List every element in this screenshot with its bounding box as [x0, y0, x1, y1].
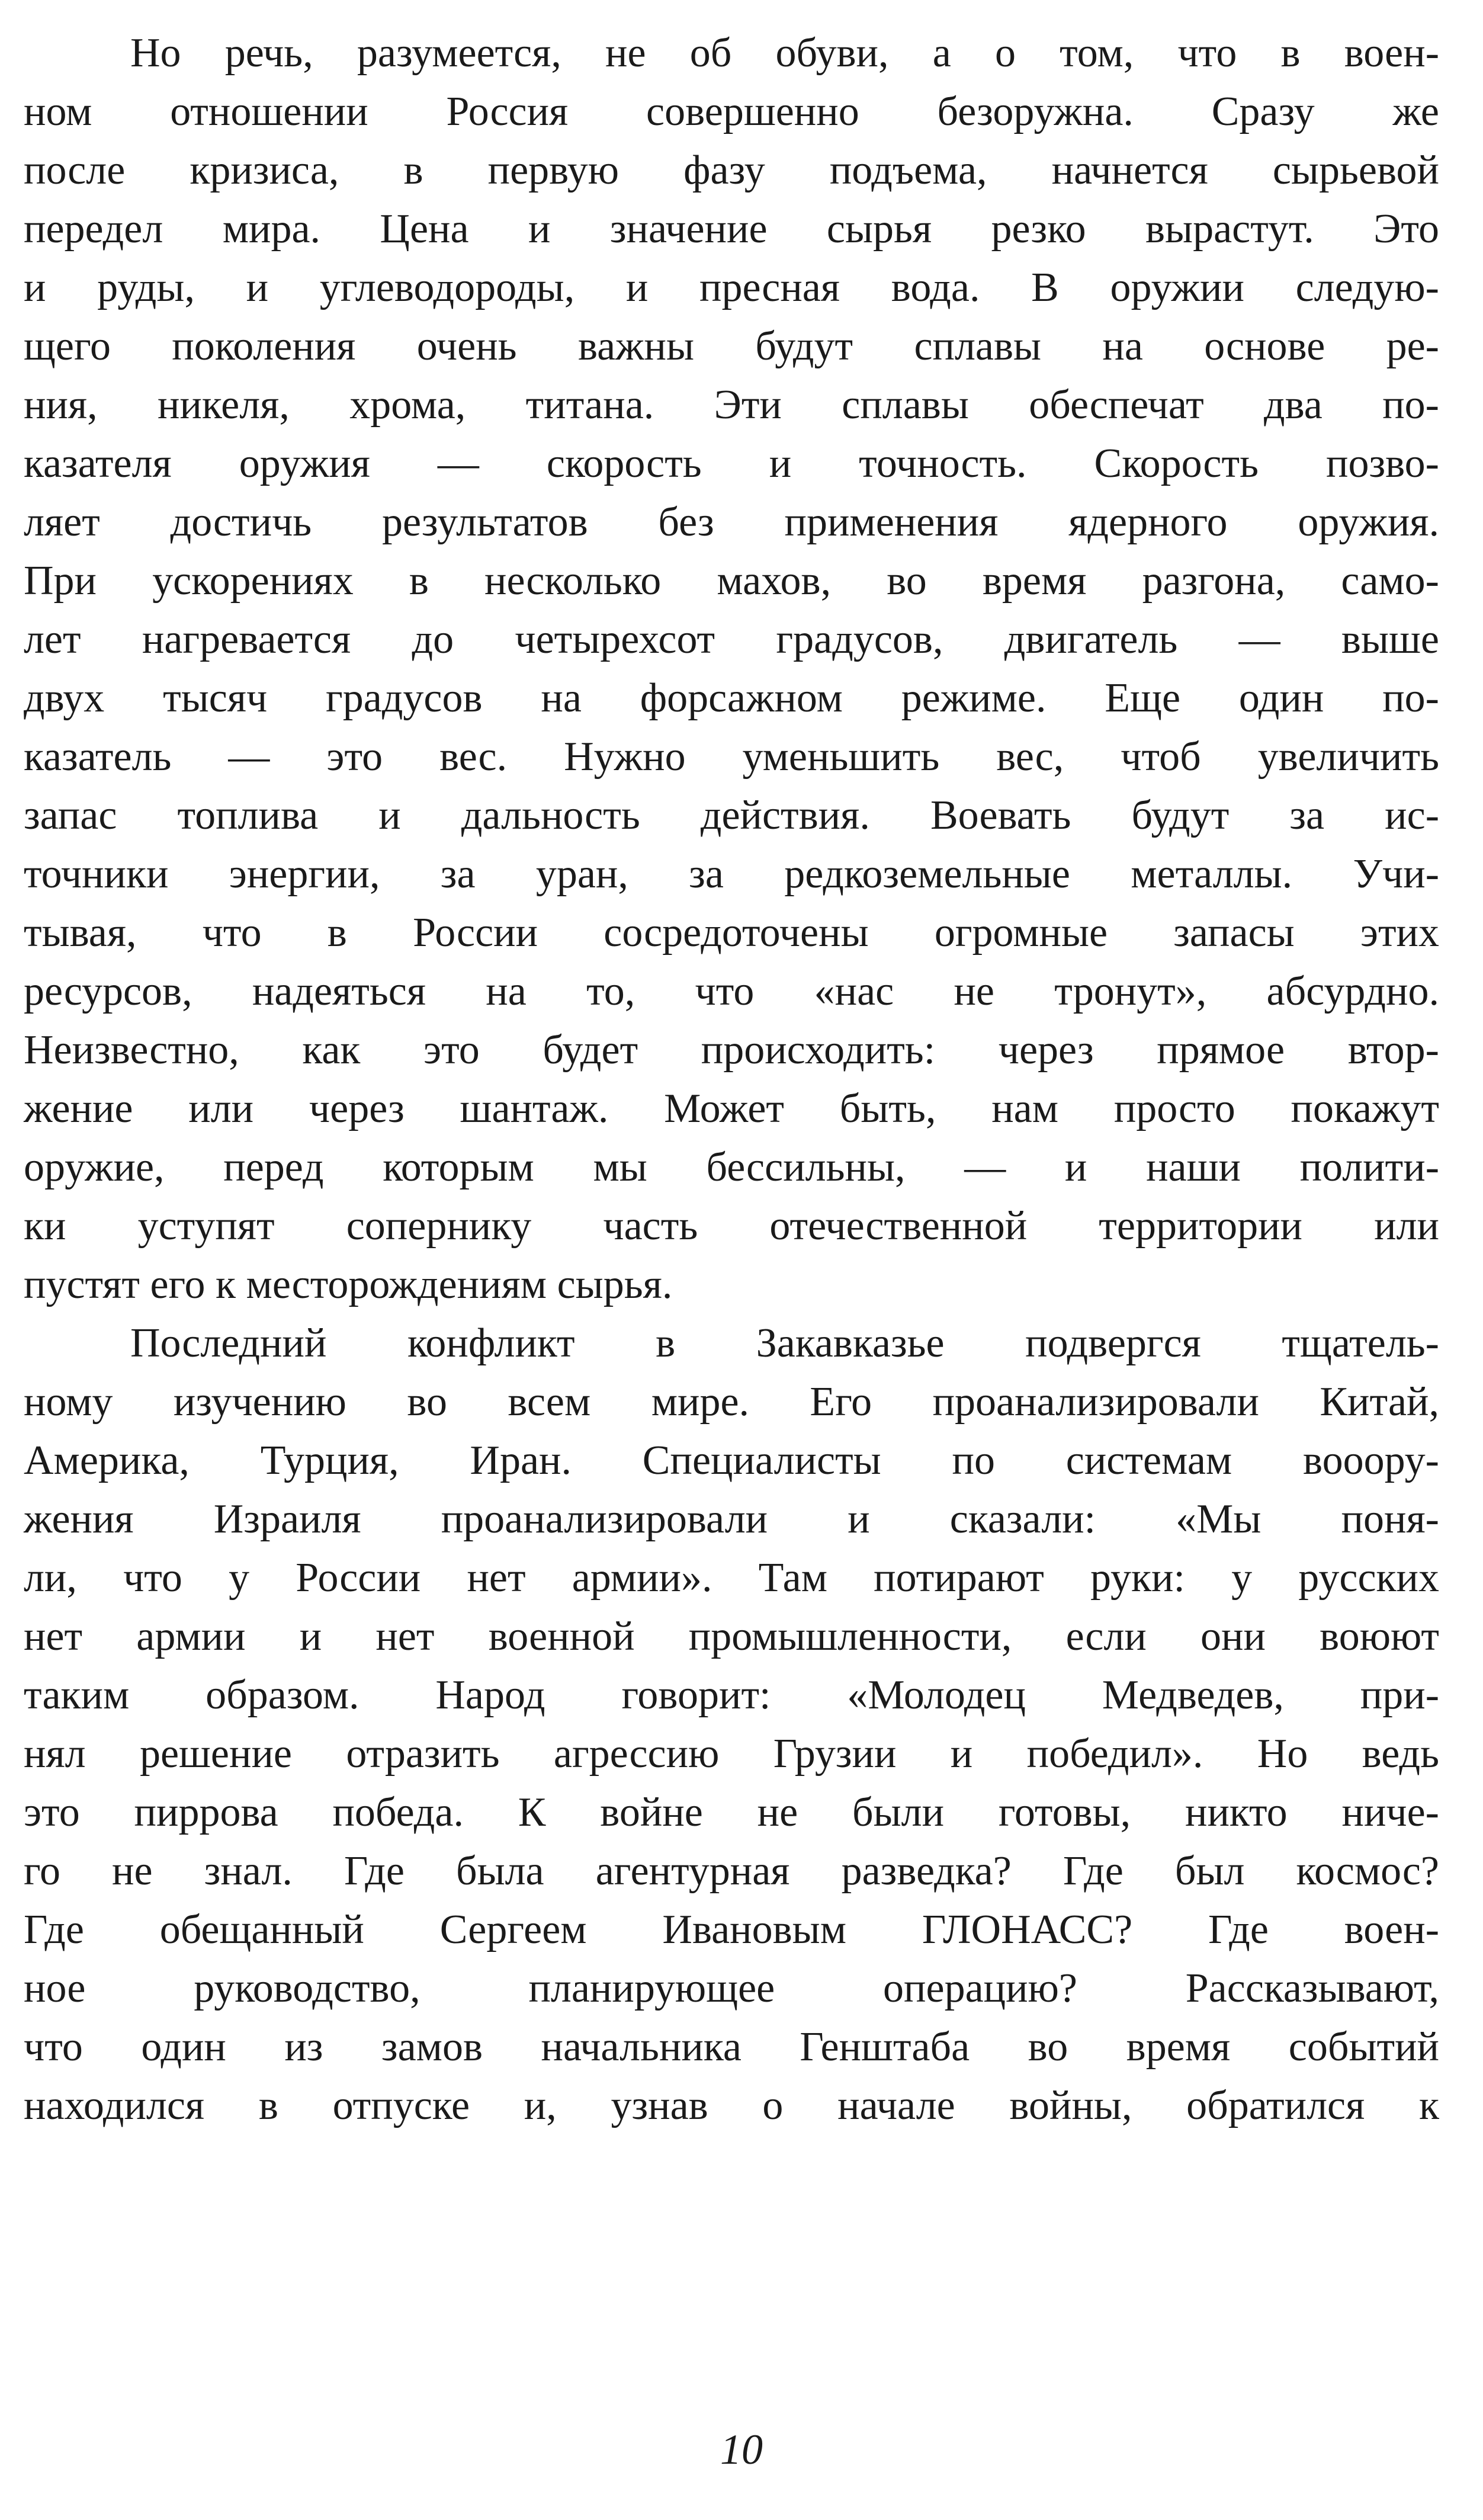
text-line: ли, что у России нет армии». Там потирают руки: у русских	[24, 1555, 1439, 1601]
text-line: нет армии и нет военной промышленности, если они воюют	[24, 1614, 1439, 1659]
text-line: ное руководство, планирующее операцию? Рассказывают,	[24, 1966, 1439, 2011]
text-line: это пиррова победа. К войне не были готовы, никто ниче-	[24, 1790, 1439, 1835]
text-line: нял решение отразить агрессию Грузии и победил». Но ведь	[24, 1731, 1439, 1777]
text-line: ному изучению во всем мире. Его проанализировали Китай,	[24, 1379, 1439, 1425]
text-line: Неизвестно, как это будет происходить: через прямое втор-	[24, 1027, 1439, 1073]
text-line: Но речь, разумеется, не об обуви, а о том, что в воен-	[130, 30, 1439, 76]
text-line: При ускорениях в несколько махов, во время разгона, само-	[24, 558, 1439, 604]
text-line: жения Израиля проанализировали и сказали: «Мы поня-	[24, 1496, 1439, 1542]
text-line: ния, никеля, хрома, титана. Эти сплавы обеспечат два по-	[24, 382, 1439, 428]
text-line: жение или через шантаж. Может быть, нам просто покажут	[24, 1086, 1439, 1131]
text-line: ки уступят сопернику часть отечественной территории или	[24, 1203, 1439, 1249]
text-line: казателя оружия — скорость и точность. Скорость позво-	[24, 441, 1439, 486]
text-line: запас топлива и дальность действия. Воевать будут за ис-	[24, 793, 1439, 838]
text-line: оружие, перед которым мы бессильны, — и наши полити-	[24, 1144, 1439, 1190]
text-line: щего поколения очень важны будут сплавы на основе ре-	[24, 323, 1439, 369]
text-line: казатель — это вес. Нужно уменьшить вес, чтоб увеличить	[24, 734, 1439, 780]
text-line: ном отношении Россия совершенно безоружна. Сразу же	[24, 89, 1439, 134]
text-line: го не знал. Где была агентурная разведка? Где был космос?	[24, 1848, 1439, 1894]
text-line: Где обещанный Сергеем Ивановым ГЛОНАСС? Где воен-	[24, 1907, 1439, 1952]
text-line: что один из замов начальника Генштаба во время событий	[24, 2024, 1439, 2070]
page-number: 10	[720, 2426, 763, 2473]
text-line: и руды, и углеводороды, и пресная вода. В оружии следую-	[24, 265, 1439, 310]
text-line: пустят его к месторождениям сырья.	[24, 1262, 673, 1307]
text-line: находился в отпуске и, узнав о начале войны, обратился к	[24, 2083, 1439, 2128]
text-line: точники энергии, за уран, за редкоземельные металлы. Учи-	[24, 851, 1439, 897]
paragraph-1	[24, 24, 1439, 1314]
text-line: тывая, что в России сосредоточены огромные запасы этих	[24, 910, 1439, 956]
text-line: после кризиса, в первую фазу подъема, начнется сырьевой	[24, 148, 1439, 193]
paragraph-2	[24, 1314, 1439, 2135]
text-line: передел мира. Цена и значение сырья резко вырастут. Это	[24, 206, 1439, 252]
text-line: ляет достичь результатов без применения ядерного оружия.	[24, 499, 1439, 545]
text-line: Последний конфликт в Закавказье подвергся тщатель-	[130, 1320, 1439, 1366]
text-line: таким образом. Народ говорит: «Молодец Медведев, при-	[24, 1672, 1439, 1718]
text-line: ресурсов, надеяться на то, что «нас не тронут», абсурдно.	[24, 969, 1439, 1014]
text-line: двух тысяч градусов на форсажном режиме. Еще один по-	[24, 675, 1439, 721]
text-line: Америка, Турция, Иран. Специалисты по системам вооору-	[24, 1438, 1439, 1483]
text-body	[24, 24, 1439, 2135]
text-line: лет нагревается до четырехсот градусов, двигатель — выше	[24, 617, 1439, 662]
